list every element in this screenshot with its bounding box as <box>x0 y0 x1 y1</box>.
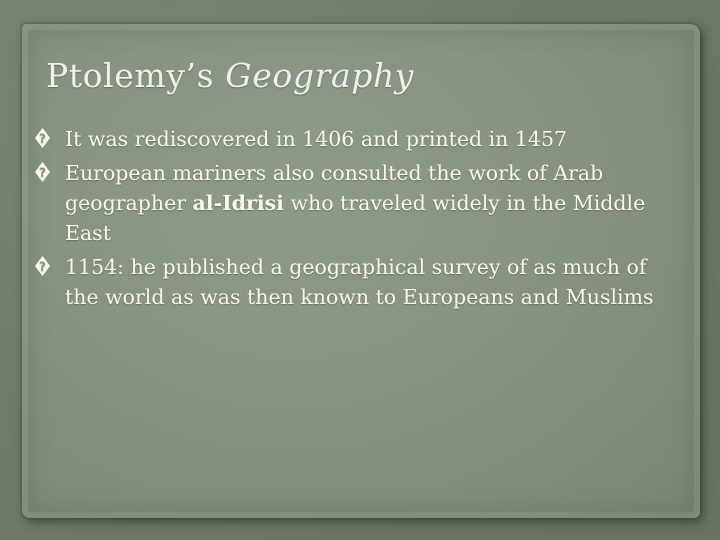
svg-text:?: ? <box>39 259 46 274</box>
svg-text:?: ? <box>39 131 46 146</box>
bullet-item <box>34 124 684 154</box>
replacement-char-icon <box>34 127 51 149</box>
bullet-bold-text: al-Idrisi <box>192 191 284 215</box>
bullet-item <box>34 158 684 248</box>
title-italic-text: Geography <box>225 56 415 95</box>
bullet-text: 1154: he published a geographical survey of as much of the world as was then known to Europeans and Muslims <box>65 255 654 309</box>
bullet-item <box>34 252 684 312</box>
bullet-text: It was rediscovered in 1406 and printed in 1457 <box>65 127 568 151</box>
slide-title <box>46 56 686 104</box>
svg-text:?: ? <box>39 165 46 180</box>
replacement-char-icon <box>34 255 51 277</box>
replacement-char-icon <box>34 161 51 183</box>
bullet-text: European mariners also consulted the work of Arab geographer <box>65 161 604 215</box>
bullet-text-after: who traveled widely in the Middle East <box>65 191 646 245</box>
title-plain-text: Ptolemy’s <box>46 56 226 95</box>
bullet-list <box>34 124 684 316</box>
